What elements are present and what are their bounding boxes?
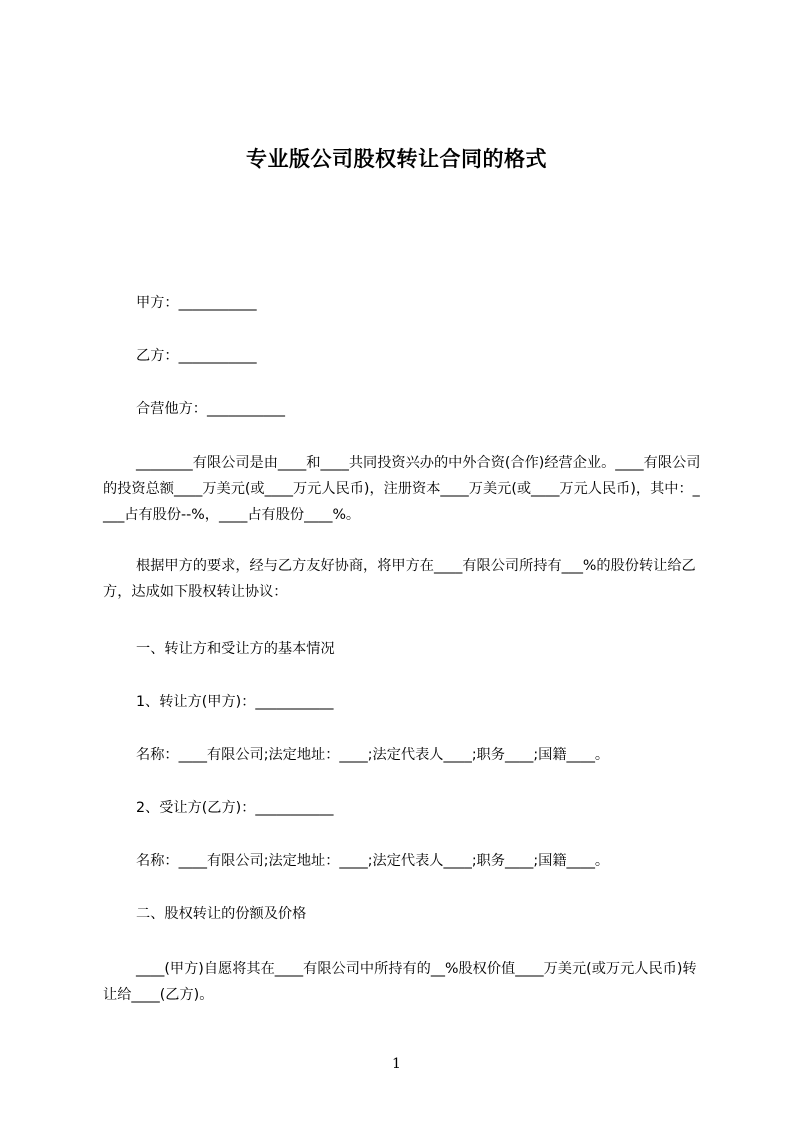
document-title: 专业版公司股权转让合同的格式 bbox=[246, 147, 547, 171]
transferor-line: 1、转让方(甲方)：___________ bbox=[136, 694, 334, 710]
transferee-details: 名称：____有限公司;法定地址：____;法定代表人____;职务____;国籍____。 bbox=[136, 853, 610, 869]
party-b-line: 乙方：___________ bbox=[136, 348, 257, 364]
transfer-paragraph: ____(甲方)自愿将其在____有限公司中所持有的__%股权价值____万美元(或万元人民币)转让给____(乙方)。 bbox=[103, 961, 697, 1003]
section-1-heading: 一、转让方和受让方的基本情况 bbox=[136, 641, 335, 657]
section-2-heading: 二、股权转让的份额及价格 bbox=[136, 906, 307, 922]
intro-paragraph: ________有限公司是由____和____共同投资兴办的中外合资(合作)经营企业。____有限公司的投资总额____万美元(或____万元人民币)，注册资本____万美元(或____万元人民币)，其中：____占有股份--%，____占有股份____%。 bbox=[103, 455, 701, 523]
page-number: 1 bbox=[392, 1056, 401, 1072]
transferor-details: 名称：____有限公司;法定地址：____;法定代表人____;职务____;国籍____。 bbox=[136, 747, 610, 763]
transferee-line: 2、受让方(乙方)：___________ bbox=[136, 800, 334, 816]
request-paragraph: 根据甲方的要求，经与乙方友好协商，将甲方在____有限公司所持有___%的股份转让给乙方，达成如下股权转让协议： bbox=[103, 558, 696, 600]
joint-venture-party-line: 合营他方：___________ bbox=[136, 401, 285, 417]
party-a-line: 甲方：___________ bbox=[136, 295, 257, 311]
